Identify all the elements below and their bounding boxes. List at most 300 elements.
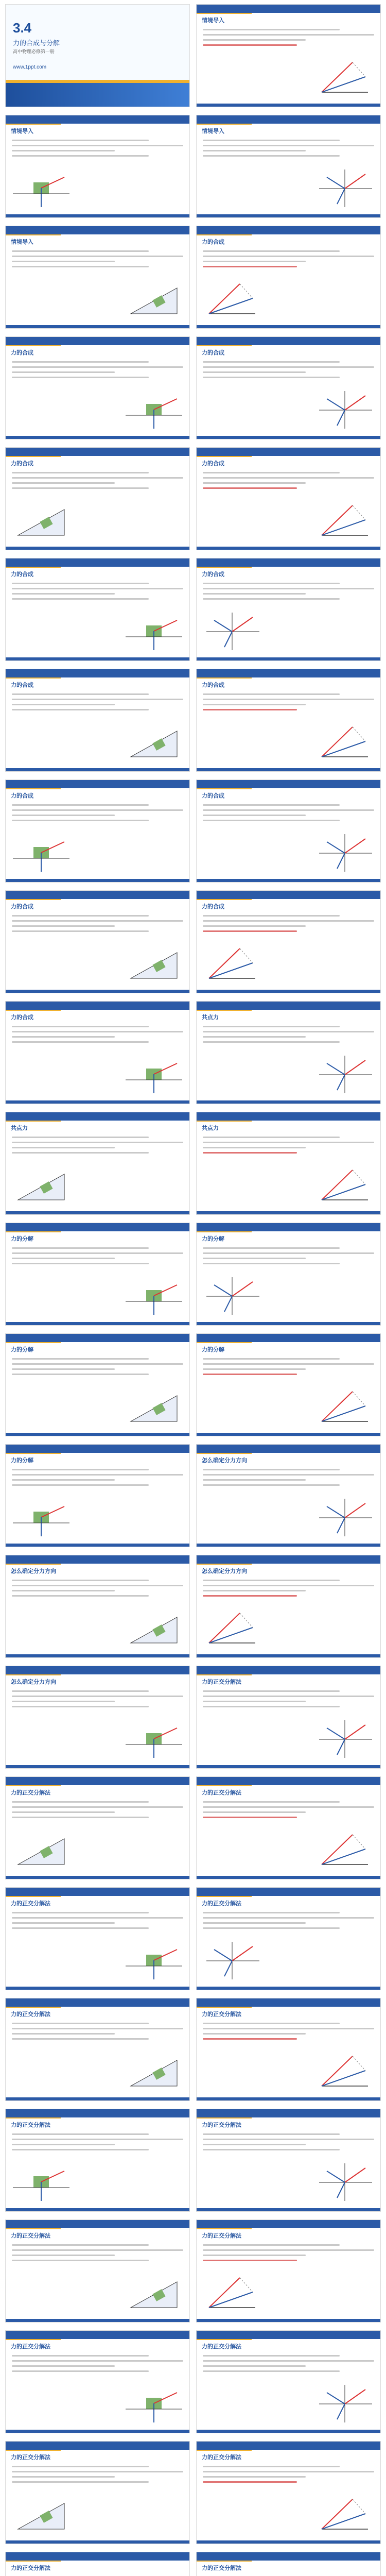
content-slide[interactable]: [5, 1887, 190, 1990]
text-line: [12, 2370, 149, 2372]
content-slide[interactable]: [196, 2109, 381, 2212]
text-line: [203, 1026, 340, 1027]
text-line: [12, 915, 149, 917]
text-line: [203, 29, 340, 30]
slide-text-block: [12, 1687, 183, 1711]
content-slide[interactable]: [5, 890, 190, 993]
slide-title: 情境导入: [11, 239, 33, 245]
text-line: [203, 1917, 374, 1919]
text-line: [203, 1801, 340, 1803]
slide-title: 力的分解: [11, 1347, 33, 1353]
slide-title-bar: [197, 448, 380, 456]
slide-title: 力的正交分解法: [11, 2344, 50, 2350]
text-line: [203, 2033, 306, 2035]
slide-text-block: [203, 25, 374, 49]
slide-footer-band: [197, 104, 380, 107]
slide-text-block: [12, 468, 183, 493]
slide-text-block: [203, 1798, 374, 1822]
content-slide[interactable]: [5, 2109, 190, 2212]
slide-title-bar: [6, 2109, 189, 2117]
highlight-line: [203, 1595, 297, 1597]
slide-title: 力的合成: [202, 239, 224, 245]
slide-title-bar: [197, 1112, 380, 1121]
text-line: [12, 693, 149, 695]
text-line: [12, 361, 149, 363]
text-line: [12, 1479, 115, 1481]
slide-footer-band: [6, 2097, 189, 2100]
text-line: [203, 1041, 340, 1043]
force-diagram: [126, 2272, 182, 2313]
text-line: [12, 1026, 149, 1027]
slide-footer-band: [197, 1987, 380, 1990]
content-slide[interactable]: [5, 1112, 190, 1215]
text-line: [12, 593, 115, 595]
content-slide[interactable]: [5, 2219, 190, 2323]
text-line: [12, 2355, 149, 2357]
text-line: [12, 155, 149, 157]
slide-footer-band: [197, 657, 380, 660]
slide-text-block: [203, 2019, 374, 2043]
content-slide[interactable]: [196, 2552, 381, 2576]
force-diagram: [317, 832, 373, 873]
slide-text-block: [12, 1022, 183, 1046]
content-slide[interactable]: [196, 1776, 381, 1879]
text-line: [12, 583, 149, 584]
slide-title: 怎么确定分力方向: [202, 1458, 247, 1464]
slide-title: 力的正交分解法: [11, 1901, 50, 1907]
slide-text-block: [203, 1022, 374, 1046]
force-diagram: [126, 2050, 182, 2091]
slide-title: 力的分解: [11, 1458, 33, 1464]
slide-title-bar: [6, 669, 189, 677]
slide-title: 力的正交分解法: [11, 1790, 50, 1796]
content-slide[interactable]: [5, 1444, 190, 1547]
slide-title-bar: [6, 337, 189, 345]
force-diagram: [317, 56, 373, 97]
text-line: [12, 472, 149, 473]
cover-title: 力的合成与分解: [13, 39, 60, 47]
highlight-line: [203, 1817, 297, 1818]
text-line: [12, 477, 183, 479]
text-line: [203, 1690, 340, 1692]
text-line: [203, 256, 374, 257]
content-slide[interactable]: [5, 1333, 190, 1436]
text-line: [12, 1474, 183, 1476]
slide-footer-band: [6, 1100, 189, 1104]
highlight-line: [203, 709, 297, 710]
slide-title-bar: [6, 226, 189, 234]
slide-text-block: [203, 247, 374, 271]
slide-title-bar: [6, 115, 189, 124]
text-line: [203, 1590, 306, 1591]
text-line: [12, 266, 149, 267]
text-line: [203, 2023, 340, 2024]
content-slide[interactable]: [5, 2552, 190, 2576]
text-line: [12, 140, 149, 141]
content-slide[interactable]: [5, 226, 190, 329]
text-line: [12, 2360, 183, 2362]
content-slide[interactable]: [196, 4, 381, 107]
text-line: [12, 588, 183, 589]
text-line: [203, 820, 340, 821]
force-diagram: [13, 167, 69, 208]
cover-subtitle: 高中物理必修第一册: [13, 49, 55, 54]
slide-text-block: [203, 468, 374, 493]
text-line: [203, 477, 374, 479]
content-slide[interactable]: [196, 1666, 381, 1769]
slide-text-block: [203, 2130, 374, 2154]
force-diagram: [317, 1053, 373, 1094]
text-line: [203, 155, 340, 157]
highlight-line: [203, 930, 297, 932]
slide-title: 情境导入: [11, 128, 33, 134]
slide-title-bar: [197, 1002, 380, 1010]
slide-footer-band: [6, 2208, 189, 2211]
slide-footer-band: [6, 1322, 189, 1325]
force-diagram: [204, 278, 260, 319]
text-line: [12, 1927, 149, 1929]
text-line: [12, 809, 183, 811]
text-line: [12, 804, 149, 806]
force-diagram: [126, 1053, 182, 1094]
content-slide[interactable]: [5, 1998, 190, 2101]
text-line: [203, 366, 374, 368]
text-line: [203, 598, 340, 600]
slide-title-bar: [197, 1666, 380, 1674]
content-slide[interactable]: [196, 226, 381, 329]
slide-footer-band: [6, 1433, 189, 1436]
slide-text-block: [203, 2462, 374, 2486]
text-line: [12, 2038, 149, 2040]
text-line: [12, 2466, 149, 2467]
content-slide[interactable]: [196, 1333, 381, 1436]
text-line: [203, 1927, 340, 1929]
slide-text-block: [203, 1908, 374, 1933]
slide-title: 力的合成: [11, 793, 33, 799]
slide-title: 共点力: [202, 1125, 219, 1131]
content-slide[interactable]: [196, 2441, 381, 2544]
slide-text-block: [203, 579, 374, 603]
slide-title: 共点力: [11, 1125, 28, 1131]
text-line: [203, 361, 340, 363]
slide-footer-band: [6, 879, 189, 882]
slide-title: 力的合成: [11, 1014, 33, 1021]
content-slide[interactable]: [5, 1001, 190, 1104]
slide-footer-band: [6, 2319, 189, 2322]
text-line: [12, 1152, 149, 1154]
slide-text-block: [203, 2351, 374, 2376]
slide-title: 怎么确定分力方向: [11, 1568, 56, 1574]
slide-text-block: [12, 1908, 183, 1933]
slide-text-block: [12, 1576, 183, 1600]
slide-footer-band: [197, 1544, 380, 1547]
slide-title-bar: [6, 1112, 189, 1121]
text-line: [12, 1263, 149, 1264]
text-line: [12, 1922, 115, 1924]
text-line: [203, 1484, 340, 1486]
slide-title-bar: [6, 1777, 189, 1785]
slide-title-bar: [6, 2442, 189, 2450]
slide-title: 力的正交分解法: [202, 1679, 241, 1685]
text-line: [203, 261, 306, 262]
text-line: [12, 1590, 115, 1591]
text-line: [12, 2149, 149, 2150]
slide-footer-band: [6, 1211, 189, 1214]
slide-title-bar: [6, 1334, 189, 1342]
slide-title-bar: [197, 1998, 380, 2007]
slide-title: 力的正交分解法: [202, 1790, 241, 1796]
text-line: [203, 1922, 306, 1924]
slide-text-block: [12, 358, 183, 382]
text-line: [203, 2360, 374, 2362]
content-slide[interactable]: [196, 1001, 381, 1104]
slide-text-block: [12, 2019, 183, 2043]
text-line: [203, 1247, 340, 1249]
slide-title-bar: [6, 1888, 189, 1896]
slide-title-bar: [197, 2220, 380, 2228]
slide-title-bar: [197, 1223, 380, 1231]
text-line: [12, 1806, 183, 1808]
slide-title: 力的分解: [202, 1236, 224, 1242]
content-slide[interactable]: [196, 1223, 381, 1326]
text-line: [12, 1031, 183, 1032]
text-line: [12, 1247, 149, 1249]
text-line: [12, 2481, 149, 2483]
text-line: [12, 930, 149, 932]
slide-text-block: [12, 2573, 183, 2576]
content-slide[interactable]: [196, 1998, 381, 2101]
text-line: [203, 699, 374, 700]
force-diagram: [204, 1275, 260, 1316]
slide-title: 共点力: [202, 1014, 219, 1021]
text-line: [203, 920, 374, 922]
content-slide[interactable]: [196, 1555, 381, 1658]
force-diagram: [13, 2493, 69, 2534]
force-diagram: [13, 832, 69, 873]
slide-title-bar: [197, 669, 380, 677]
text-line: [203, 693, 340, 695]
content-slide[interactable]: [196, 890, 381, 993]
text-line: [203, 1036, 306, 1038]
text-line: [12, 1690, 149, 1692]
text-line: [12, 487, 149, 489]
text-line: [203, 472, 340, 473]
text-line: [203, 2370, 340, 2372]
text-line: [12, 1595, 149, 1597]
slide-footer-band: [6, 990, 189, 993]
text-line: [12, 366, 183, 368]
slide-footer-band: [197, 547, 380, 550]
slide-footer-band: [197, 1211, 380, 1214]
slide-text-block: [12, 1244, 183, 1268]
text-line: [203, 588, 374, 589]
text-line: [12, 150, 115, 151]
content-slide[interactable]: [196, 447, 381, 550]
text-line: [12, 1469, 149, 1470]
slide-footer-band: [197, 768, 380, 771]
text-line: [12, 2144, 115, 2145]
text-line: [12, 1374, 149, 1375]
force-diagram: [204, 1939, 260, 1980]
slide-title-bar: [197, 558, 380, 567]
text-line: [203, 482, 306, 484]
text-line: [203, 140, 340, 141]
text-line: [203, 1368, 306, 1370]
text-line: [203, 1263, 340, 1264]
text-line: [203, 1479, 306, 1481]
text-line: [203, 1147, 306, 1148]
slide-footer-band: [197, 1654, 380, 1657]
text-line: [12, 2139, 183, 2140]
slide-title: 情境导入: [202, 128, 224, 134]
slide-title-bar: [6, 1445, 189, 1453]
slide-title: 力的正交分解法: [202, 2344, 241, 2350]
highlight-line: [203, 487, 297, 489]
slide-title-bar: [6, 1998, 189, 2007]
text-line: [203, 1701, 306, 1702]
text-line: [203, 1806, 374, 1808]
content-slide[interactable]: [196, 1112, 381, 1215]
force-diagram: [13, 1164, 69, 1205]
text-line: [12, 2365, 115, 2367]
content-slide[interactable]: [196, 2330, 381, 2433]
cover-url[interactable]: www.1ppt.com: [13, 64, 47, 70]
content-slide[interactable]: [196, 1887, 381, 1990]
slide-title: 情境导入: [202, 18, 224, 24]
text-line: [203, 809, 374, 811]
slide-title: 力的合成: [202, 793, 224, 799]
text-line: [203, 250, 340, 252]
content-slide[interactable]: [5, 2441, 190, 2544]
text-line: [203, 2028, 374, 2029]
content-slide[interactable]: [5, 1666, 190, 1769]
slide-title-bar: [6, 1002, 189, 1010]
content-slide[interactable]: [5, 779, 190, 883]
highlight-line: [203, 1152, 297, 1154]
slide-footer-band: [6, 436, 189, 439]
slide-title: 力的分解: [202, 1347, 224, 1353]
force-diagram: [317, 1496, 373, 1537]
force-diagram: [317, 2382, 373, 2424]
force-diagram: [204, 610, 260, 651]
content-slide[interactable]: [5, 1776, 190, 1879]
content-slide[interactable]: [5, 447, 190, 550]
slide-title-bar: [197, 1888, 380, 1896]
text-line: [12, 704, 115, 705]
content-slide[interactable]: [196, 2219, 381, 2323]
text-line: [203, 704, 306, 705]
slide-text-block: [12, 579, 183, 603]
text-line: [12, 820, 149, 821]
slide-title-bar: [6, 448, 189, 456]
slide-footer-band: [6, 547, 189, 550]
slide-title: 力的正交分解法: [11, 2122, 50, 2128]
force-diagram: [317, 388, 373, 430]
force-diagram: [317, 1828, 373, 1870]
text-line: [203, 915, 340, 917]
slide-title: 力的分解: [11, 1236, 33, 1242]
text-line: [12, 1706, 149, 1707]
slide-title: 力的合成: [202, 904, 224, 910]
content-slide[interactable]: [196, 669, 381, 772]
text-line: [12, 250, 149, 252]
force-diagram: [126, 1718, 182, 1759]
force-diagram: [13, 499, 69, 540]
slide-text-block: [203, 911, 374, 936]
text-line: [12, 1368, 115, 1370]
content-slide[interactable]: [5, 1223, 190, 1326]
slide-title-bar: [197, 2331, 380, 2339]
content-slide[interactable]: [5, 1555, 190, 1658]
slide-text-block: [203, 2241, 374, 2265]
cover-slide[interactable]: [5, 4, 190, 107]
content-slide[interactable]: [196, 115, 381, 218]
cover-number: 3.4: [13, 20, 32, 36]
highlight-line: [203, 2481, 297, 2483]
slide-footer-band: [197, 990, 380, 993]
content-slide[interactable]: [5, 558, 190, 661]
slide-text-block: [203, 358, 374, 382]
text-line: [203, 1811, 306, 1813]
text-line: [12, 1252, 183, 1254]
text-line: [12, 1801, 149, 1803]
highlight-line: [203, 2260, 297, 2261]
slide-footer-band: [197, 1765, 380, 1768]
slide-grid: [5, 4, 381, 2576]
text-line: [12, 1036, 115, 1038]
force-diagram: [126, 610, 182, 651]
force-diagram: [317, 2161, 373, 2202]
slide-title: 力的合成: [202, 350, 224, 356]
slide-title-bar: [197, 2442, 380, 2450]
text-line: [12, 2033, 115, 2035]
slide-text-block: [203, 2573, 374, 2576]
content-slide[interactable]: [196, 336, 381, 439]
content-slide[interactable]: [5, 336, 190, 439]
slide-title: 力的正交分解法: [202, 2011, 241, 2018]
text-line: [12, 1917, 183, 1919]
text-line: [203, 1474, 374, 1476]
slide-text-block: [203, 801, 374, 825]
content-slide[interactable]: [5, 2330, 190, 2433]
slide-text-block: [203, 136, 374, 160]
slide-title: 力的合成: [202, 461, 224, 467]
content-slide[interactable]: [5, 115, 190, 218]
text-line: [203, 1469, 340, 1470]
slide-title-bar: [197, 1334, 380, 1342]
text-line: [203, 2355, 340, 2357]
slide-title: 力的正交分解法: [202, 1901, 241, 1907]
force-diagram: [317, 1718, 373, 1759]
content-slide[interactable]: [196, 1444, 381, 1547]
text-line: [203, 145, 374, 146]
text-line: [12, 920, 183, 922]
content-slide[interactable]: [5, 669, 190, 772]
slide-text-block: [12, 1798, 183, 1822]
text-line: [203, 1912, 340, 1913]
slide-title-bar: [6, 780, 189, 788]
slide-title: 力的正交分解法: [202, 2233, 241, 2239]
slide-footer-band: [197, 1876, 380, 1879]
text-line: [203, 1252, 374, 1254]
content-slide[interactable]: [196, 779, 381, 883]
slide-text-block: [203, 1576, 374, 1600]
content-slide[interactable]: [196, 558, 381, 661]
text-line: [12, 2249, 183, 2251]
slide-title-bar: [197, 1777, 380, 1785]
force-diagram: [204, 942, 260, 984]
text-line: [203, 2476, 306, 2478]
